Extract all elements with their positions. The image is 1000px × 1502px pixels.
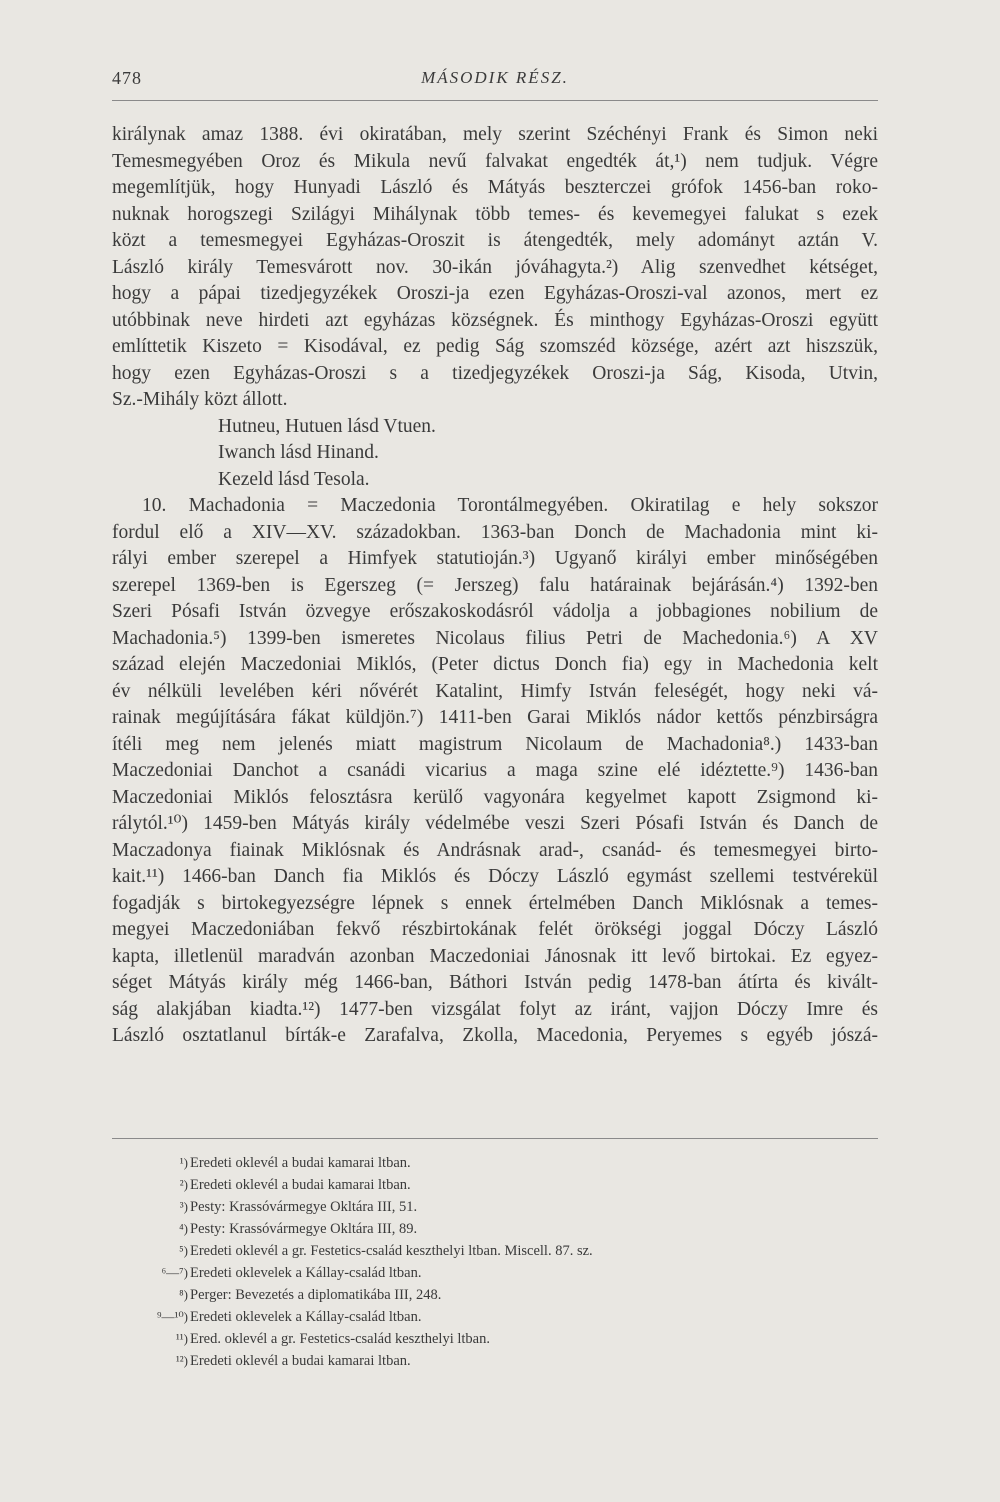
body-line: Maczedoniai Miklós felosztásra kerülő vagyonára kegyelmet kapott Zsigmond ki- bbox=[112, 786, 878, 808]
body-line: Temesmegyében Oroz és Mikula nevű falvakat engedték át,¹) nem tudjuk. Végre bbox=[112, 150, 878, 172]
cross-reference-entry: Kezeld lásd Tesola. bbox=[218, 468, 370, 490]
body-line: László osztatlanul bírták-e Zarafalva, Zkolla, Macedonia, Peryemes s egyéb jószá- bbox=[112, 1025, 878, 1046]
footnote bbox=[112, 1328, 878, 1350]
footnote-text: Perger: Bevezetés a diplomatikába III, 248. bbox=[190, 1287, 442, 1303]
body-line: év nélküli levelében kéri nővérét Katalint, Himfy István feleségét, hogy neki vá- bbox=[112, 680, 878, 702]
footnote-mark: ⁸) bbox=[179, 1287, 188, 1302]
body-line: hogy a pápai tizedjegyzékek Oroszi-ja ezen Egyházas-Oroszi-val azonos, mert ez bbox=[112, 283, 878, 304]
footnote-mark: ²) bbox=[179, 1177, 188, 1192]
page-number: 478 bbox=[112, 68, 142, 88]
body-line: kait.¹¹) 1466-ban Danch fia Miklós és Dóczy László egymást szellemi testvérekül bbox=[112, 866, 878, 887]
body-line: nuknak horogszegi Szilágyi Mihálynak több temes- és kevemegyei falukat s ezek bbox=[112, 203, 878, 225]
body-line: Maczedoniai Danchot a csanádi vicarius a maga szine elé idéztette.⁹) 1436-ban bbox=[112, 760, 878, 781]
body-line: királynak amaz 1388. évi okiratában, mely szerint Széchényi Frank és Simon neki bbox=[112, 124, 878, 145]
footnote bbox=[112, 1240, 878, 1262]
footnote-mark: ¹¹) bbox=[175, 1331, 188, 1346]
footnote-text: Pesty: Krassóvármegye Okltára III, 51. bbox=[190, 1199, 418, 1215]
footnotes bbox=[112, 1152, 878, 1372]
footnote-text: Eredeti oklevelek a Kállay-család ltban. bbox=[190, 1265, 422, 1281]
body-line: utóbbinak neve hirdeti azt egyházas községnek. És minthogy Egyházas-Oroszi együtt bbox=[112, 309, 878, 331]
body-line: Machadonia.⁵) 1399-ben ismeretes Nicolaus filius Petri de Machedonia.⁶) A XV bbox=[112, 627, 878, 649]
footnote-text: Ered. oklevél a gr. Festetics-család keszthelyi ltban. bbox=[190, 1331, 490, 1347]
footnote-text: Pesty: Krassóvármegye Okltára III, 89. bbox=[190, 1221, 418, 1237]
footnote bbox=[112, 1196, 878, 1218]
body-line: közt a temesmegyei Egyházas-Oroszit is átengedték, mely adományt aztán V. bbox=[112, 230, 878, 251]
footnote-mark: ⁹—¹⁰) bbox=[157, 1309, 188, 1324]
footnote bbox=[112, 1174, 878, 1196]
footnote-text: Eredeti oklevél a gr. Festetics-család keszthelyi ltban. Miscell. 87. sz. bbox=[190, 1243, 593, 1259]
body-line: megyei Maczedoniában fekvő részbirtokának felét örökségi joggal Dóczy László bbox=[112, 919, 878, 940]
body-line: rálytól.¹⁰) 1459-ben Mátyás király védelmébe veszi Szeri Pósafi István és Danch de bbox=[112, 813, 878, 834]
header-rule bbox=[112, 100, 878, 101]
footnote bbox=[112, 1306, 878, 1328]
body-line: László király Temesvárott nov. 30-ikán jóváhagyta.²) Alig szenvedhet kétséget, bbox=[112, 256, 878, 278]
footnote-mark: ⁶—⁷) bbox=[161, 1265, 188, 1280]
footnote-mark: ³) bbox=[179, 1199, 188, 1214]
body-line: fordul elő a XIV—XV. századokban. 1363-ban Donch de Machadonia mint ki- bbox=[112, 521, 878, 543]
body-line: szerepel 1369-ben is Egerszeg (= Jerszeg) falu határainak bejárásán.⁴) 1392-ben bbox=[112, 574, 878, 596]
body-line: séget Mátyás király még 1466-ban, Báthori István pedig 1478-ban átírta és kivált- bbox=[112, 972, 878, 993]
body-line: hogy ezen Egyházas-Oroszi s a tizedjegyzékek Oroszi-ja Ság, Kisoda, Utvin, bbox=[112, 362, 878, 384]
footnote-mark: ⁵) bbox=[179, 1243, 188, 1258]
footnote-rule bbox=[112, 1138, 878, 1139]
page-header bbox=[112, 68, 878, 102]
footnote-mark: ¹²) bbox=[175, 1353, 188, 1368]
body-line: ság alakjában kiadta.¹²) 1477-ben vizsgálat folyt az iránt, vajjon Dóczy Imre és bbox=[112, 998, 878, 1020]
footnote bbox=[112, 1262, 878, 1284]
footnote bbox=[112, 1152, 878, 1174]
footnote-mark: ¹) bbox=[179, 1155, 188, 1170]
body-line: Sz.-Mihály közt állott. bbox=[112, 389, 288, 410]
body-line: rályi ember szerepel a Himfyek statutioján.³) Ugyanő királyi ember minőségében bbox=[112, 548, 878, 569]
body-line: Maczadonya fiainak Miklósnak és Andrásnak arad-, csanád- és temesmegyei birto- bbox=[112, 839, 878, 861]
body-line: rainak megújítására fákat küldjön.⁷) 1411-ben Garai Miklós nádor kettős pénzbirságra bbox=[112, 707, 878, 728]
body-line: fogadják s birtokegyezségre lépnek s ennek értelmében Danch Miklósnak a temes- bbox=[112, 892, 878, 914]
body-line: ítéli meg nem jelenés miatt magistrum Nicolaum de Machadonia⁸.) 1433-ban bbox=[112, 733, 878, 755]
footnote-text: Eredeti oklevelek a Kállay-család ltban. bbox=[190, 1309, 422, 1325]
cross-reference-entry: Hutneu, Hutuen lásd Vtuen. bbox=[218, 415, 436, 437]
footnote-mark: ⁴) bbox=[179, 1221, 188, 1236]
body-line: megemlítjük, hogy Hunyadi László és Mátyás beszterczei grófok 1456-ban roko- bbox=[112, 177, 878, 198]
body-line: Szeri Pósafi István özvegye erőszakoskodásról vádolja a jobbagiones nobilium de bbox=[112, 601, 878, 622]
footnote-text: Eredeti oklevél a budai kamarai ltban. bbox=[190, 1353, 411, 1369]
entry-heading-line: 10. Machadonia = Maczedonia Torontálmegyében. Okiratilag e hely sokszor bbox=[142, 495, 878, 516]
footnote-text: Eredeti oklevél a budai kamarai ltban. bbox=[190, 1177, 411, 1193]
body-line: említtetik Kiszeto = Kisodával, ez pedig Ság szomszéd községe, azért azt hiszszük, bbox=[112, 336, 878, 357]
body-line: kapta, illetlenül maradván azonban Maczedoniai Jánosnak itt levő birtokai. Ez egyez- bbox=[112, 945, 878, 967]
cross-reference-entry: Iwanch lásd Hinand. bbox=[218, 442, 379, 463]
footnote bbox=[112, 1284, 878, 1306]
running-head: MÁSODIK RÉSZ. bbox=[421, 68, 569, 87]
body-line: század elején Maczedoniai Miklós, (Peter dictus Donch fia) egy in Machedonia kelt bbox=[112, 654, 878, 675]
footnote-text: Eredeti oklevél a budai kamarai ltban. bbox=[190, 1155, 411, 1171]
footnote bbox=[112, 1218, 878, 1240]
body-text bbox=[112, 122, 878, 1050]
footnote bbox=[112, 1350, 878, 1372]
